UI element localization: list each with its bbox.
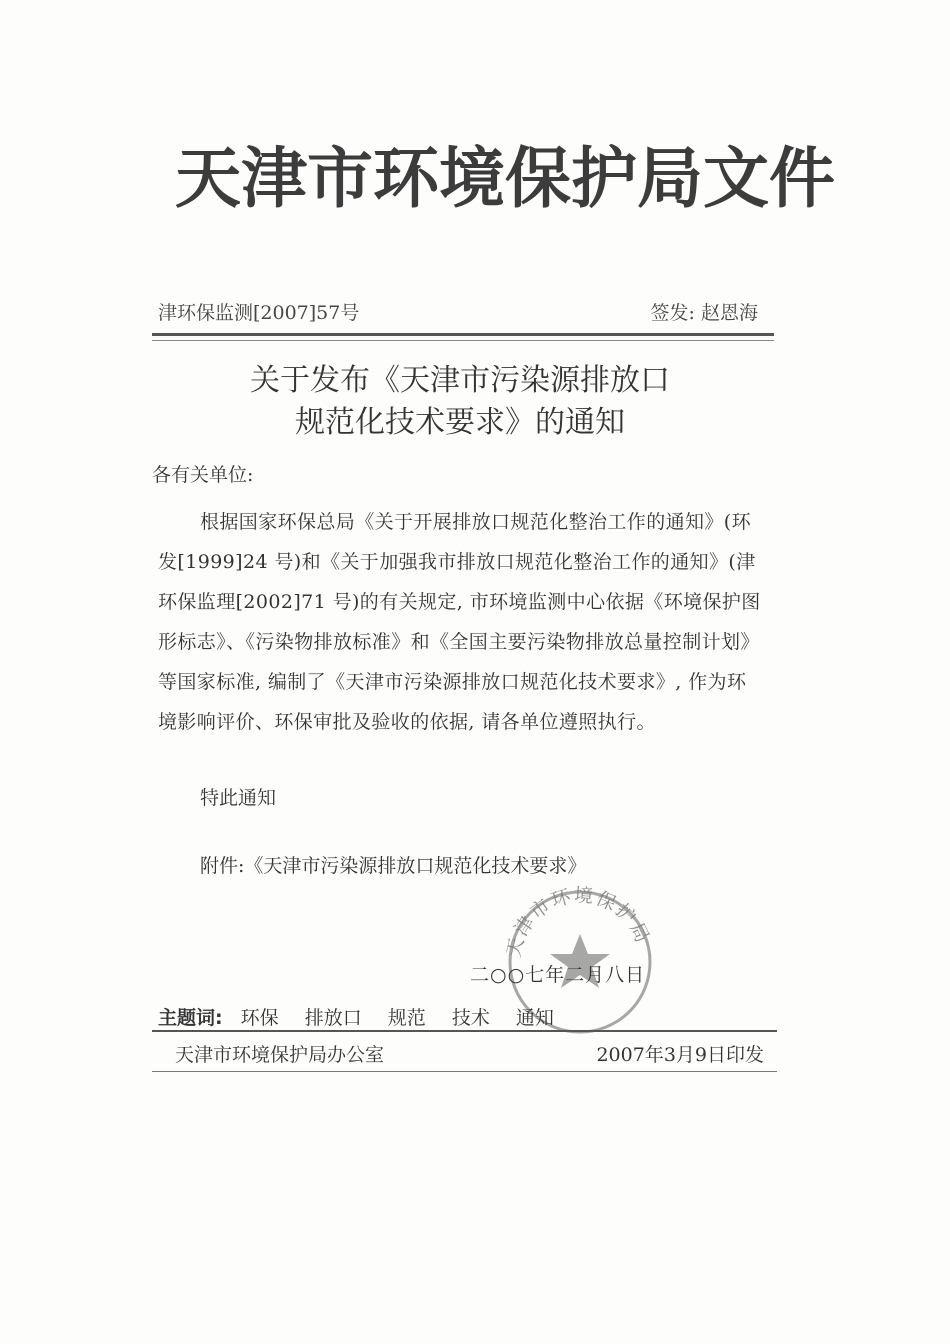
reference-row <box>158 298 768 328</box>
issue-date: 二○○七年二月八日 <box>470 964 646 986</box>
special-notice: 特此通知 <box>200 787 277 809</box>
keywords-label: 主题词: <box>158 1007 223 1029</box>
header-divider-thin <box>152 340 774 341</box>
reference-number: 津环保监测[2007]57号 <box>158 302 360 324</box>
body-paragraph: 根据国家环保总局《关于开展排放口规范化整治工作的通知》(环发[1999]24 号)和《关于加强我市排放口规范化整治工作的通知》(津环保监理[2002]71 号)的有关规定, 市环境监测中心依据《环境保护图形标志》、《污染物排放标准》和《全国主要污染物排放总量控制计划》等国家标准, 编制了《天津市污染源排放口规范化技术要求》, 作为环境影响评价、环保审批及验收的依据, 请各单位遵照执行。 <box>158 511 761 733</box>
keyword: 技术 <box>451 1007 490 1029</box>
issuing-office: 天津市环境保护局办公室 <box>175 1044 385 1066</box>
signer: 签发: 赵恩海 <box>650 302 758 324</box>
footer-divider-top <box>152 1030 777 1032</box>
keywords-row <box>158 1003 574 1030</box>
keyword: 环保 <box>240 1007 279 1029</box>
keyword: 通知 <box>515 1007 554 1029</box>
footer-divider-bottom <box>152 1071 777 1072</box>
attachment-line: 附件:《天津市污染源排放口规范化技术要求》 <box>200 855 587 877</box>
keyword: 排放口 <box>304 1007 362 1029</box>
header-divider-thick <box>152 333 774 336</box>
notice-title <box>150 360 770 444</box>
keyword: 规范 <box>387 1007 426 1029</box>
notice-title-line1: 关于发布《天津市污染源排放口 <box>250 363 670 398</box>
salutation: 各有关单位: <box>152 464 254 486</box>
document-title: 天津市环境保护局文件 <box>175 140 835 217</box>
svg-text:天津市环境保护局: 天津市环境保护局 <box>502 884 654 960</box>
notice-title-line2: 规范化技术要求》的通知 <box>295 405 625 440</box>
print-date: 2007年3月9日印发 <box>596 1044 764 1066</box>
